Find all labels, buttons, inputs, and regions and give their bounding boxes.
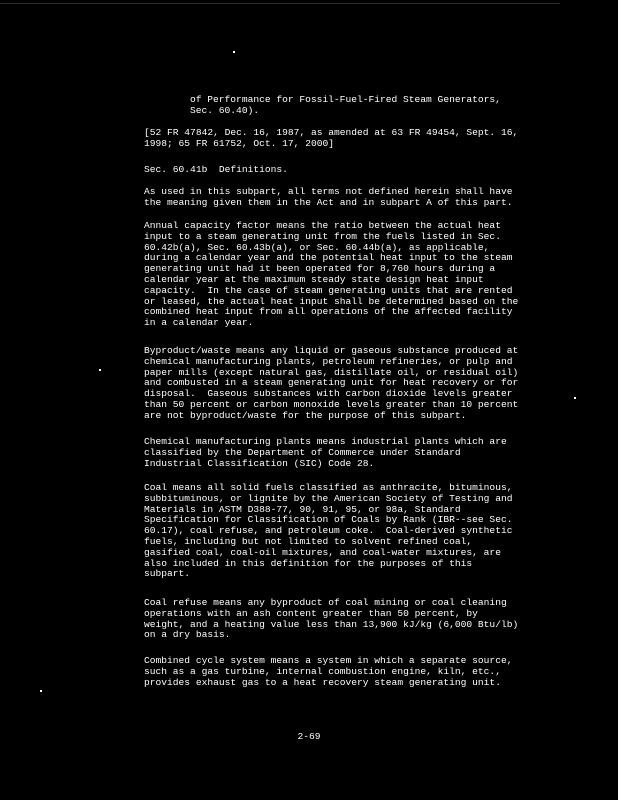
scan-speck [99,369,101,371]
page-number: 2-69 [297,731,321,742]
continued-text: of Performance for Fossil-Fuel-Fired Steam Generators, Sec. 60.40). [190,94,501,116]
section-heading: Sec. 60.41b Definitions. [144,164,288,175]
scan-speck [40,690,42,692]
definition-combined-cycle-system: Combined cycle system means a system in which a separate source, such as a gas turbine, internal combustion engine, kiln, etc., provides exhaust gas to a heat recovery steam generating unit. [144,655,513,688]
definition-coal: Coal means all solid fuels classified as anthracite, bituminous, subbituminous, or lignite by the American Society of Testing and Materials in ASTM D388-77, 90, 91, 95, or 98a, Standard Specification for Classification of Coals by Rank (IBR--see Sec. 60.17), coal refuse, and petroleum coke. Coal-derived synthetic fuels, including but not limited to solvent refined coal, gasified coal, coal-oil mixtures, and coal-water mixtures, are also included in this definition for the purposes of this subpart. [144,482,513,580]
definition-chemical-manufacturing-plants: Chemical manufacturing plants means industrial plants which are classified by the Department of Commerce under Standard Industrial Classification (SIC) Code 28. [144,436,507,469]
definition-annual-capacity-factor: Annual capacity factor means the ratio between the actual heat input to a steam generating unit from the fuels listed in Sec. 60.42b(a), Sec. 60.43b(a), or Sec. 60.44b(a), as applicable, during a calendar year and the potential heat input to the steam generating unit had it been operated for 8,760 hours during a calendar year at the maximum steady state design heat input capacity. In the case of steam generating units that are rented or leased, the actual heat input shall be determined based on the combined heat input from all operations of the affected facility in a calendar year. [144,220,519,329]
definition-coal-refuse: Coal refuse means any byproduct of coal mining or coal cleaning operations with an ash content greater than 50 percent, by weight, and a heating value less than 13,900 kJ/kg (6,000 Btu/lb) on a dry basis. [144,597,519,641]
scan-speck [233,51,235,53]
definition-byproduct-waste: Byproduct/waste means any liquid or gaseous substance produced at chemical manufacturing plants, petroleum refineries, or pulp and paper mills (except natural gas, distillate oil, or residual oil) and combusted in a steam generating unit for heat recovery or for disposal. Gaseous substances with carbon dioxide levels greater than 50 percent or carbon monoxide levels greater than 10 percent are not byproduct/waste for the purpose of this subpart. [144,345,519,421]
scan-speck [574,397,576,399]
scan-edge-line [0,3,560,4]
intro-paragraph: As used in this subpart, all terms not defined herein shall have the meaning given them in the Act and in subpart A of this part. [144,186,513,208]
citation: [52 FR 47842, Dec. 16, 1987, as amended at 63 FR 49454, Sept. 16, 1998; 65 FR 61752, Oct. 17, 2000] [144,127,519,149]
